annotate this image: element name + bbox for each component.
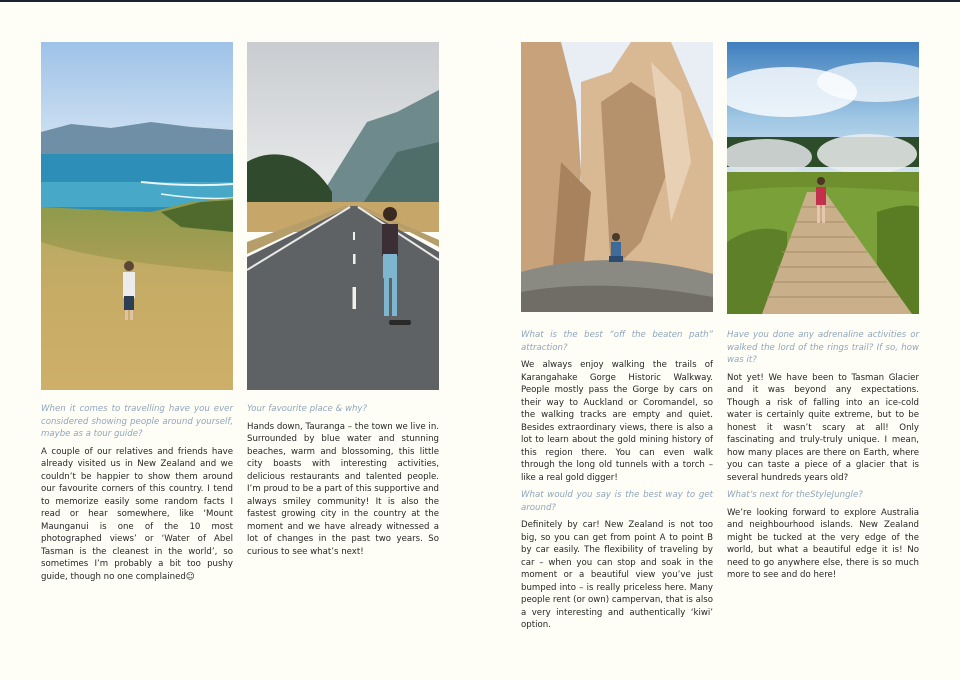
column-2 — [247, 403, 439, 563]
coastal-hillside-photo — [41, 42, 233, 390]
road-skateboard-photo — [247, 42, 439, 390]
question-favourite-place: Your favourite place & why? — [247, 404, 368, 414]
clay-cliffs-photo — [521, 42, 713, 312]
question-off-beaten-path: What is the best “off the beaten path” attraction? — [521, 330, 713, 353]
geothermal-boardwalk-photo — [727, 42, 919, 314]
answer-off-beaten-path: We always enjoy walking the trails of Karangahake Gorge Historic Walkway. People mostly pass the Gorge by cars on their way to Auckland or Coromandel, so the walking tracks are empty and quiet. Besides extraordinary views, there is also a lot to learn about the gold mining history of this region there. You can even walk through the long old tunnels with a torch – like a real gold digger! — [521, 360, 713, 483]
answer-getting-around: Definitely by car! New Zealand is not too big, so you can get from point A to point B by car easily. The flexibility of traveling by car – when you can stop and soak in the moment or a beautiful view you’ve just bumped into – is really priceless here. Many people rent (or own) campervan, that is also a very interesting and authentically ‘kiwi’ option. — [521, 520, 713, 630]
question-whats-next: What’s next for theStyleJungle? — [727, 490, 863, 500]
column-3 — [521, 329, 713, 637]
question-tour-guide: When it comes to travelling have you ever considered showing people around yourself, maybe as a tour guide? — [41, 404, 233, 439]
answer-whats-next: We’re looking forward to explore Australia and neighbourhood islands. New Zealand might be tucked at the very edge of the world, but what a beautiful edge it is! No need to go anywhere else, there is so much more to see and do here! — [727, 507, 919, 580]
column-1 — [41, 403, 233, 588]
question-getting-around: What would you say is the best way to get around? — [521, 490, 713, 513]
column-4 — [727, 329, 919, 587]
question-adrenaline: Have you done any adrenaline activities or walked the lord of the rings trail? If so, how was it? — [727, 330, 919, 365]
answer-tour-guide: A couple of our relatives and friends have already visited us in New Zealand and we couldn’t be happier to show them around our favourite corners of this country. I tend to memorize easily some random facts I read or hear somewhere, like ‘Mount Maunganui is one of the 10 most photographed views’ or ‘Water of Abel Tasman is the cleanest in the world’, so sometimes I’m probably a bit too pushy guide, though no one complained☺ — [41, 446, 233, 582]
answer-adrenaline: Not yet! We have been to Tasman Glacier and it was beyond any expectations. Though a risk of falling into an ice-cold water is certainly quite extreme, but to be honest it wasn’t scary at all! Only fascinating and truly-truly unique. I mean, how many places are there on Earth, where you can taste a piece of a glacier that is several hundreds years old? — [727, 372, 919, 483]
answer-favourite-place: Hands down, Tauranga – the town we live in. Surrounded by blue water and stunning beaches, warm and blossoming, this little city boasts with interesting activities, delicious restaurants and talented people. I’m proud to be a part of this supportive and always smiley community! It is also the fastest growing city in the country at the moment and we have already witnessed a lot of changes in the past two years. So curious to see what’s next! — [247, 421, 439, 557]
top-rule — [0, 0, 960, 2]
